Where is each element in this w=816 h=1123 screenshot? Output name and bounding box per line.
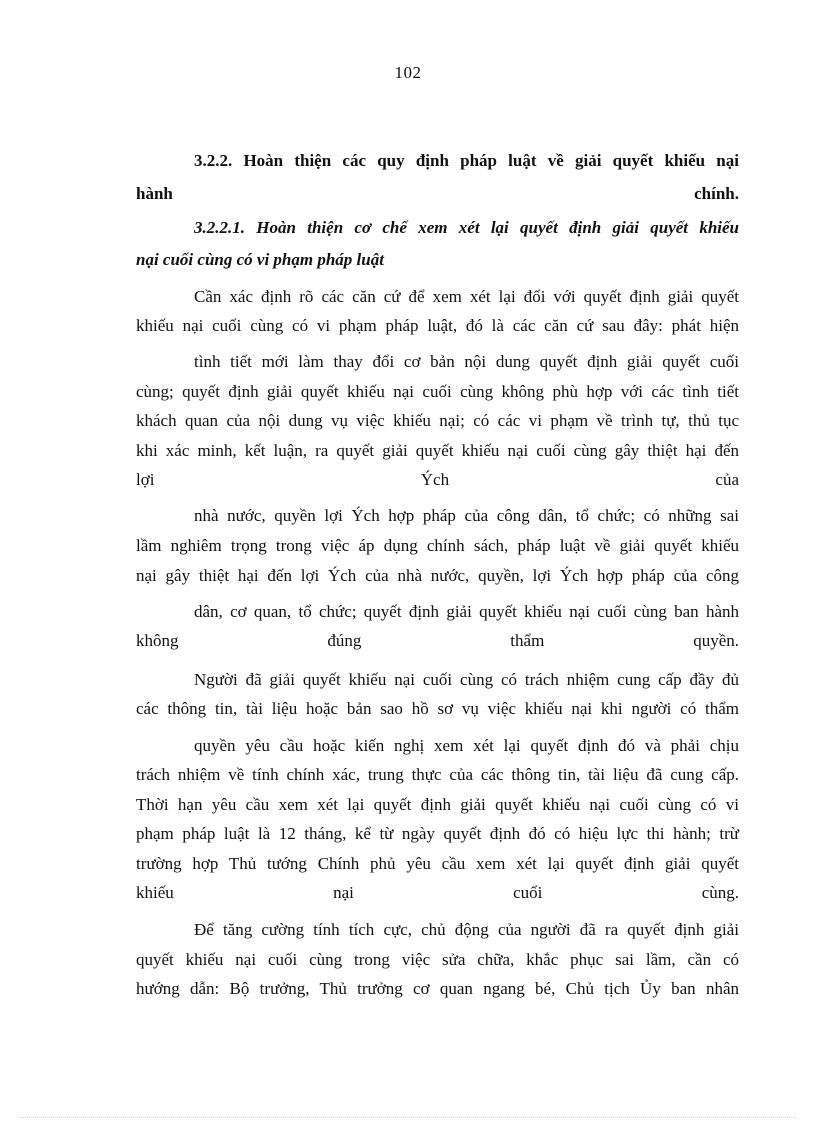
body-text-line: khiếu nại cuối cùng. xyxy=(136,883,739,902)
body-text-line: quyết khiếu nại cuối cùng trong việc sửa chữa, khắc phục sai lầm, cần có xyxy=(136,950,739,969)
body-text-line: khách quan của nội dung vụ việc khiếu nại; có các vi phạm về trình tự, thủ tục xyxy=(136,411,739,430)
body-text-line: lợi Ých của xyxy=(136,470,739,489)
body-text-line: quyền yêu cầu hoặc kiến nghị xem xét lại quyết định đó và phải chịu xyxy=(194,736,739,755)
body-text-line: nại gây thiệt hại đến lợi Ých của nhà nước, quyền, lợi Ých hợp pháp của công xyxy=(136,566,739,585)
body-text-line: khi xác minh, kết luận, ra quyết giải quyết khiếu nại cuối cùng gây thiệt hại đến xyxy=(136,441,739,460)
page-number: 102 xyxy=(394,63,422,82)
body-text-line: tình tiết mới làm thay đổi cơ bản nội dung quyết định giải quyết cuối xyxy=(194,352,739,371)
subsection-heading-line-1: 3.2.2.1. Hoàn thiện cơ chế xem xét lại quyết định giải quyết khiếu xyxy=(194,218,739,237)
body-text-line: Người đã giải quyết khiếu nại cuối cùng có trách nhiệm cung cấp đầy đủ xyxy=(194,670,739,689)
section-heading-line-1: 3.2.2. Hoàn thiện các quy định pháp luật về giải quyết khiếu nại xyxy=(194,151,739,170)
body-text-line: dân, cơ quan, tổ chức; quyết định giải quyết khiếu nại cuối cùng ban hành xyxy=(194,602,739,621)
body-text-line: nhà nước, quyền lợi Ých hợp pháp của công dân, tổ chức; có những sai xyxy=(194,506,739,525)
body-text-line: lầm nghiêm trọng trong việc áp dụng chính sách, pháp luật về giải quyết khiếu xyxy=(136,536,739,555)
body-text-line: khiếu nại cuối cùng có vi phạm pháp luật, đó là các căn cứ sau đây: phát hiện xyxy=(136,316,739,335)
body-text-line: các thông tin, tài liệu hoặc bản sao hồ sơ vụ việc khiếu nại khi người có thẩm xyxy=(136,699,739,718)
body-text-line: phạm pháp luật là 12 tháng, kể từ ngày quyết định đó có hiệu lực thi hành; trừ xyxy=(136,824,739,843)
section-heading-line-2: hành chính. xyxy=(136,184,739,203)
page-bottom-divider xyxy=(20,1117,796,1118)
body-text-line: cùng; quyết định giải quyết khiếu nại cuối cùng không phù hợp với các tình tiết xyxy=(136,382,739,401)
body-text-line: Thời hạn yêu cầu xem xét lại quyết định giải quyết khiếu nại cuối cùng có vi xyxy=(136,795,739,814)
body-text-line: trách nhiệm về tính chính xác, trung thực của các thông tin, tài liệu đã cung cấp. xyxy=(136,765,739,784)
subsection-heading-line-2: nại cuối cùng có vi phạm pháp luật xyxy=(136,250,384,269)
body-text-line: hướng dẫn: Bộ trưởng, Thủ trưởng cơ quan ngang bé, Chủ tịch Ủy ban nhân xyxy=(136,979,739,998)
body-text-line: không đúng thẩm quyền. xyxy=(136,631,739,650)
body-text-line: Để tăng cường tính tích cực, chủ động của người đã ra quyết định giải xyxy=(194,920,739,939)
body-text-line: Cần xác định rõ các căn cứ để xem xét lại đối với quyết định giải quyết xyxy=(194,287,739,306)
body-text-line: trường hợp Thủ tướng Chính phủ yêu cầu xem xét lại quyết định giải quyết xyxy=(136,854,739,873)
